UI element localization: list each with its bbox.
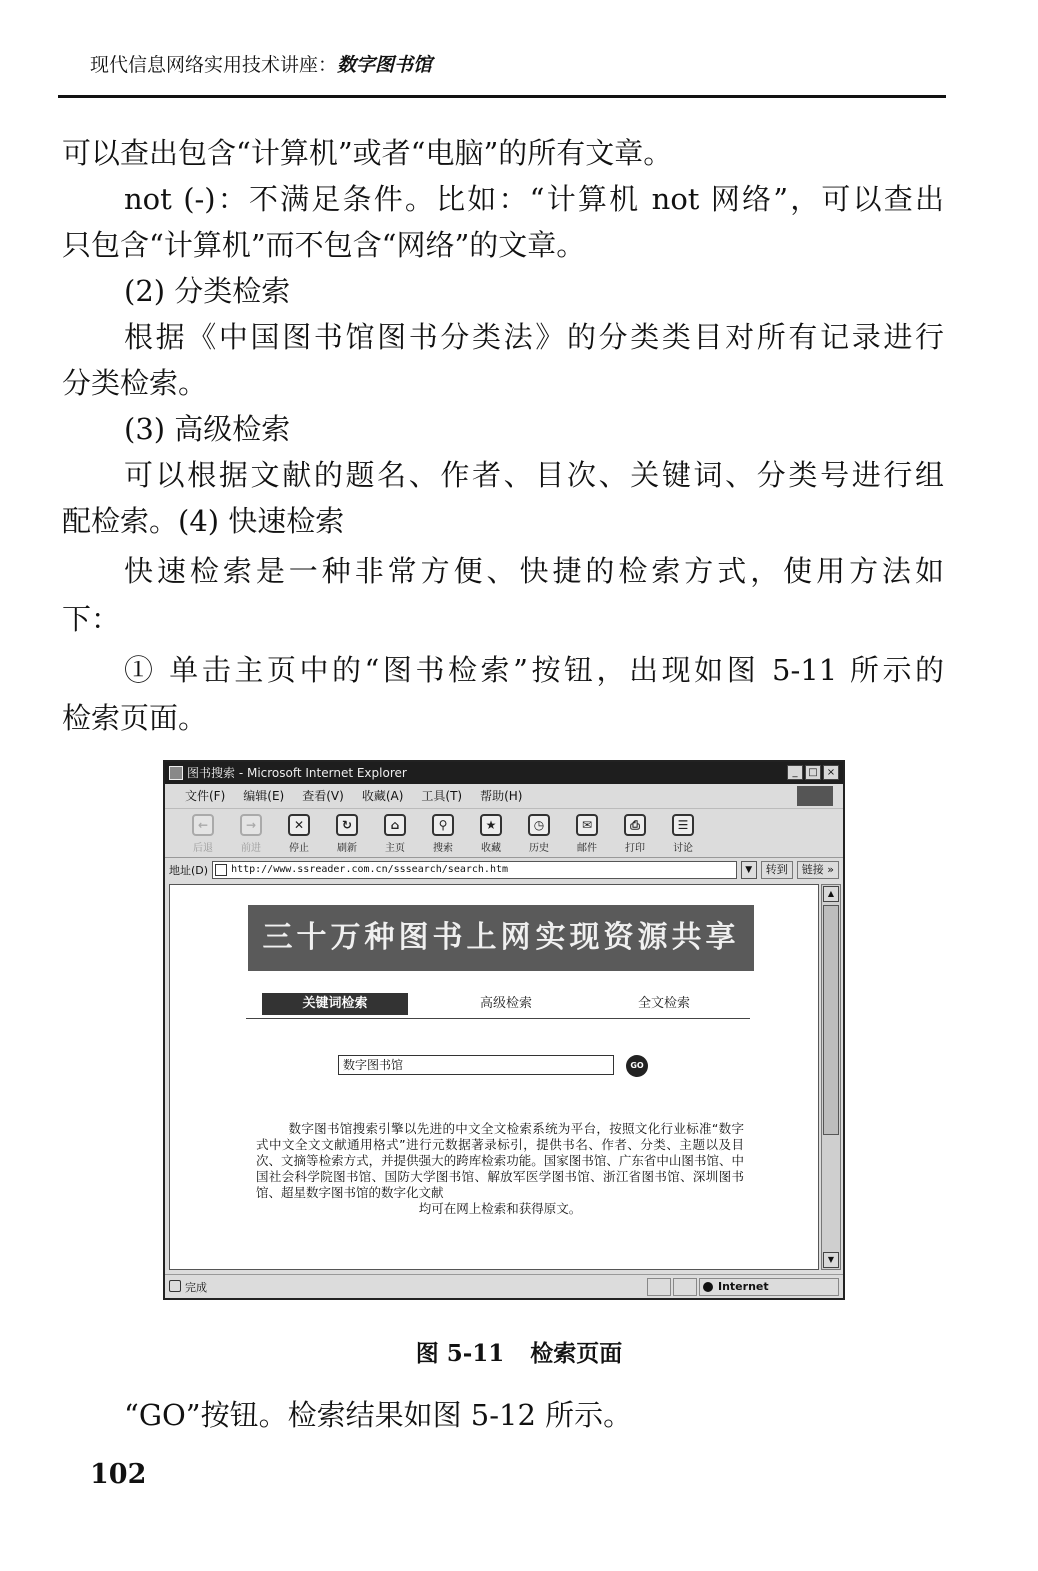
keyword-search-input[interactable]: 数字图书馆 (338, 1055, 614, 1075)
menu-tools[interactable]: 工具(T) (421, 789, 463, 803)
history-button[interactable] (517, 809, 561, 857)
tool-label: 打印 (625, 843, 645, 854)
tool-label: 历史 (529, 843, 549, 854)
mail-icon: ✉ (576, 814, 598, 836)
address-go-button[interactable]: 转到 (761, 861, 793, 879)
page-viewport (169, 884, 819, 1270)
stop-button[interactable] (277, 809, 321, 857)
favorites-button[interactable] (469, 809, 513, 857)
address-label: 地址(D) (169, 864, 209, 877)
address-dropdown-button[interactable]: ▼ (741, 861, 757, 879)
discuss-icon: ☰ (672, 814, 694, 836)
header-rule (58, 95, 946, 98)
tool-label: 前进 (241, 843, 261, 854)
body-line: 可以根据文献的题名、作者、目次、关键词、分类号进行组 (124, 458, 944, 492)
status-text-area (169, 1279, 647, 1295)
status-cell (673, 1278, 697, 1296)
description-text: 数字图书馆搜索引擎以先进的中文全文检索系统为平台，按照文化行业标准“数字式中文全文文献通用格式”进行元数据著录标引，提供书名、作者、分类、主题以及目次、文摘等检索方式，并提供强大的跨库检索功能。国家图书馆、广东省中山图书馆、中国社会科学院图书馆、国防大学图书馆、解放军医学图书馆、浙江省图书馆、深圳图书馆、超星数字图书馆的数字化文献 (256, 1121, 744, 1200)
menu-view[interactable]: 查看(V) (302, 789, 344, 803)
figure-caption (0, 1335, 1038, 1368)
body-line: 可以查出包含“计算机”或者“电脑”的所有文章。 (62, 136, 673, 170)
scroll-thumb[interactable] (823, 905, 839, 1135)
site-banner (248, 905, 754, 971)
running-header (90, 50, 432, 77)
history-icon: ◷ (528, 814, 550, 836)
address-value: http://www.ssreader.com.cn/sssearch/search.htm (231, 864, 509, 875)
book-title: 数字图书馆 (337, 54, 433, 76)
address-input[interactable] (212, 861, 737, 879)
tool-label: 后退 (193, 843, 213, 854)
scroll-up-icon[interactable]: ▲ (823, 886, 839, 902)
print-icon: ⎙ (624, 814, 646, 836)
close-button[interactable]: × (823, 765, 839, 780)
tool-label: 讨论 (673, 843, 693, 854)
body-line: 配检索。(4) 快速检索 (62, 504, 345, 538)
tool-label: 邮件 (577, 843, 597, 854)
body-line: 检索页面。 (62, 701, 208, 735)
discuss-button[interactable] (661, 809, 705, 857)
refresh-button[interactable] (325, 809, 369, 857)
address-bar (165, 858, 843, 882)
globe-icon (703, 1282, 713, 1292)
vertical-scrollbar[interactable] (821, 884, 841, 1270)
status-bar (165, 1274, 843, 1298)
banner-text: 三十万种图书上网 (262, 920, 535, 955)
page-number: 102 (90, 1459, 147, 1490)
back-button[interactable] (181, 809, 225, 857)
menu-help[interactable]: 帮助(H) (480, 789, 523, 803)
minimize-button[interactable]: _ (787, 765, 803, 780)
window-titlebar (165, 762, 843, 784)
menu-bar (165, 784, 843, 808)
search-button[interactable] (421, 809, 465, 857)
body-line: 只包含“计算机”而不包含“网络”的文章。 (62, 228, 586, 262)
site-description (256, 1121, 744, 1217)
back-icon: ← (192, 814, 214, 836)
page-done-icon (169, 1280, 181, 1292)
search-tabs (246, 993, 750, 1019)
scroll-down-icon[interactable]: ▼ (823, 1252, 839, 1268)
windows-logo (797, 786, 833, 806)
status-text: 完成 (185, 1280, 207, 1294)
body-line: 分类检索。 (62, 366, 208, 400)
body-line: 根据《中国图书馆图书分类法》的分类类目对所有记录进行 (124, 320, 944, 354)
favorites-icon: ★ (480, 814, 502, 836)
links-button[interactable]: 链接 » (797, 861, 839, 879)
menu-favorites[interactable]: 收藏(A) (361, 789, 404, 803)
body-line: 下： (62, 602, 121, 636)
series-title: 现代信息网络实用技术讲座： (90, 54, 338, 76)
menu-file[interactable]: 文件(F) (185, 789, 226, 803)
mail-button[interactable] (565, 809, 609, 857)
tab-keyword-search[interactable]: 关键词检索 (262, 993, 408, 1015)
toolbar (165, 808, 843, 858)
tool-label: 搜索 (433, 843, 453, 854)
zone-text: Internet (718, 1279, 769, 1293)
body-line: ① 单击主页中的“图书检索”按钮，出现如图 5-11 所示的 (124, 653, 944, 687)
figure-title: 检索页面 (530, 1340, 623, 1367)
forward-button[interactable] (229, 809, 273, 857)
go-button[interactable]: GO (626, 1055, 648, 1077)
refresh-icon: ↻ (336, 814, 358, 836)
figure-browser-screenshot (163, 760, 845, 1300)
body-line: not (-)：不满足条件。比如：“计算机 not 网络”，可以查出 (124, 182, 944, 216)
banner-text: 实现资源共享 (535, 920, 740, 955)
ie-icon (169, 766, 183, 780)
description-last-line: 均可在网上检索和获得原文。 (418, 1201, 582, 1216)
tool-label: 收藏 (481, 843, 501, 854)
menu-edit[interactable]: 编辑(E) (243, 789, 285, 803)
home-icon: ⌂ (384, 814, 406, 836)
page-icon (215, 864, 227, 876)
figure-number: 图 5-11 (415, 1340, 505, 1367)
status-cell (647, 1278, 671, 1296)
forward-icon: → (240, 814, 262, 836)
tab-advanced-search[interactable]: 高级检索 (479, 996, 532, 1011)
tool-label: 停止 (289, 843, 309, 854)
tab-fulltext-search[interactable]: 全文检索 (637, 996, 690, 1011)
body-line: “GO”按钮。检索结果如图 5-12 所示。 (124, 1398, 633, 1432)
maximize-button[interactable]: □ (805, 765, 821, 780)
tool-label: 主页 (385, 843, 405, 854)
tool-label: 刷新 (337, 843, 357, 854)
print-button[interactable] (613, 809, 657, 857)
security-zone (699, 1278, 839, 1296)
section-heading: (3) 高级检索 (124, 412, 291, 446)
window-title: 图书搜索 - Microsoft Internet Explorer (187, 766, 407, 780)
section-heading: (2) 分类检索 (124, 274, 291, 308)
stop-icon: ✕ (288, 814, 310, 836)
search-icon: ⚲ (432, 814, 454, 836)
body-line: 快速检索是一种非常方便、快捷的检索方式，使用方法如 (124, 554, 944, 588)
home-button[interactable] (373, 809, 417, 857)
